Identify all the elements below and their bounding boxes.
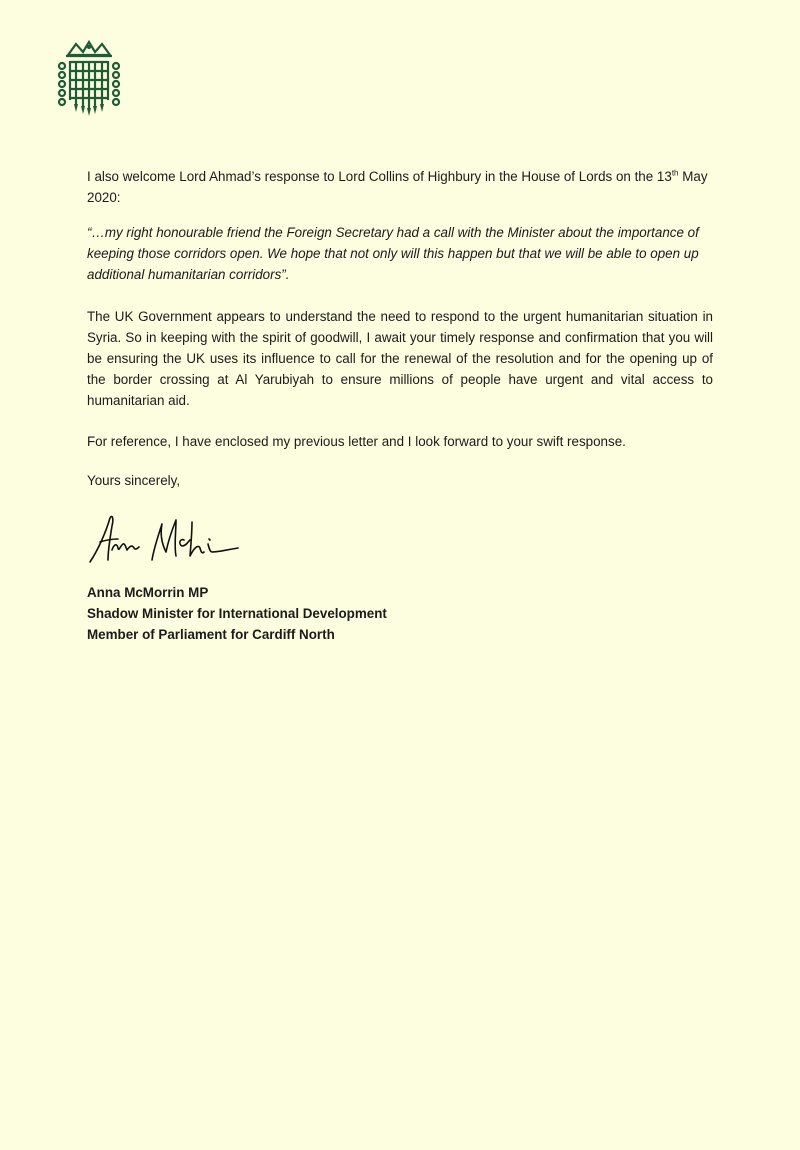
paragraph-reference-tail: May 2020: [87, 169, 708, 205]
letter-body [87, 166, 713, 491]
portcullis-icon [56, 38, 122, 116]
paragraph-reference [87, 166, 713, 208]
paragraph-request: The UK Government appears to understand the need to respond to the urgent humanitarian situation in Syria. So in keeping with the spirit of goodwill, I await your timely response and confirmation that you will be ensuring the UK uses its influence to call for the renewal of the resolution and for the opening up of the border crossing at Al Yarubiyah to ensure millions of people have urgent and vital access to humanitarian aid. [87, 309, 713, 408]
signatory-constituency: Member of Parliament for Cardiff North [87, 627, 335, 642]
signatory-role: Shadow Minister for International Development [87, 606, 387, 621]
paragraph-enclosure: For reference, I have enclosed my previous letter and I look forward to your swift response. [87, 434, 626, 449]
signatory-block [87, 582, 387, 645]
ordinal-suffix: th [671, 168, 679, 178]
paragraph-reference-text: I also welcome Lord Ahmad’s response to Lord Collins of Highbury in the House of Lords on the 13 [87, 169, 672, 184]
quotation: “…my right honourable friend the Foreign Secretary had a call with the Minister about the importance of keeping those corridors open. We hope that not only will this happen but that we will be able to open up additional humanitarian corridors”. [87, 225, 699, 282]
handwritten-signature [88, 512, 248, 568]
closing-salutation: Yours sincerely, [87, 473, 181, 488]
signatory-name: Anna McMorrin MP [87, 585, 209, 600]
